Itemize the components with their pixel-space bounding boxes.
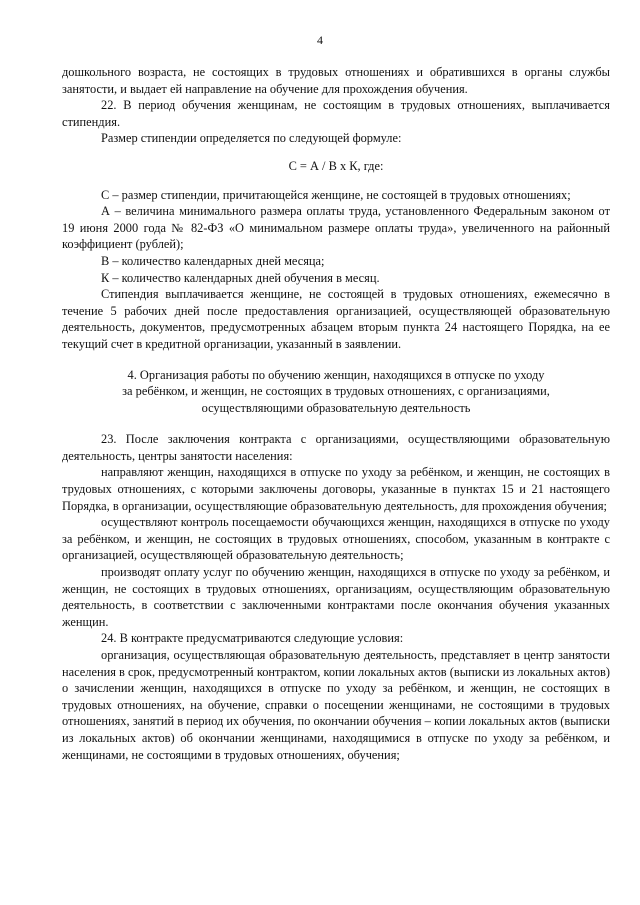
section-heading (62, 367, 610, 417)
paragraph-23-direct-women: направляют женщин, находящихся в отпуске по уходу за ребёнком, и женщин, не состоящих в трудовых отношениях, с которыми заключены договоры, указанные в пунктах 15 и 21 настоящего Порядка, в организации, осуществляющие образовательную деятельность, для прохождения обучения; (62, 465, 610, 513)
paragraph-23-attendance-control: осуществляют контроль посещаемости обучающихся женщин, находящихся в отпуске по уходу за ребёнком, и женщин, не состоящих в трудовых отношениях, способом, указанным в контракте с организацией, осуществляющей образовательную деятельность; (62, 515, 610, 563)
section-heading-line: осуществляющими образовательную деятельность (201, 400, 471, 415)
paragraph-continuation: дошкольного возраста, не состоящих в трудовых отношениях и обратившихся в органы службы занятости, и выдает ей направление на обучение для прохождения обучения. (62, 65, 610, 96)
section-heading-line: 4. Организация работы по обучению женщин, находящихся в отпуске по уходу (127, 367, 545, 382)
document-body (62, 64, 610, 763)
formula-definition-a: А – величина минимального размера оплаты труда, установленного Федеральным законом от 19 июня 2000 года № 82-ФЗ «О минимальном размере оплаты труда», увеличенного на районный коэффициент (рублей); (62, 204, 610, 252)
paragraph-23-payment: производят оплату услуг по обучению женщин, находящихся в отпуске по уходу за ребёнком, и женщин, не состоящих в трудовых отношениях, организациям, осуществляющим образовательную деятельность, в соответствии с заключенными контрактами после окончания обучения указанных женщин. (62, 565, 610, 629)
section-heading-line: за ребёнком, и женщин, не состоящих в трудовых отношениях, с организациями, (122, 384, 550, 399)
paragraph-24: 24. В контракте предусматриваются следующие условия: (101, 631, 404, 646)
paragraph-stipend-formula-intro: Размер стипендии определяется по следующей формуле: (101, 131, 402, 146)
page-number: 4 (317, 33, 323, 47)
stipend-formula: С = А / В х К, где: (288, 158, 384, 173)
paragraph-23: 23. После заключения контракта с организациями, осуществляющими образовательную деятельность, центры занятости населения: (62, 432, 610, 463)
formula-definition-c: С – размер стипендии, причитающейся женщине, не состоящей в трудовых отношениях; (101, 187, 571, 202)
formula-definition-b: В – количество календарных дней месяца; (101, 253, 325, 268)
paragraph-24-conditions: организация, осуществляющая образовательную деятельность, представляет в центр занятости населения в срок, предусмотренный контрактом, копии локальных актов (выписки из локальных актов) о зачислении женщин, находящихся в отпуске по уходу за ребёнком, и женщин, не состоящих в трудовых отношениях, на обучение, справки о посещении женщинами, не состоящими в трудовых отношениях, занятий в период их обучения, по окончании обучения – копии локальных актов (выписки из локальных актов) об окончании женщинами, находящимися в отпуске по уходу за ребёнком, и женщинами, не состоящими в трудовых отношениях, обучения; (62, 648, 610, 762)
paragraph-22: 22. В период обучения женщинам, не состоящим в трудовых отношениях, выплачивается стипендия. (62, 98, 610, 129)
formula-definition-k: К – количество календарных дней обучения в месяц. (101, 270, 380, 285)
paragraph-stipend-payment: Стипендия выплачивается женщине, не состоящей в трудовых отношениях, ежемесячно в течение 5 рабочих дней после предоставления организацией, осуществляющей образовательную деятельность, документов, предусмотренных абзацем вторым пункта 24 настоящего Порядка, на ее текущий счет в кредитной организации, указанный в заявлении. (62, 287, 610, 351)
